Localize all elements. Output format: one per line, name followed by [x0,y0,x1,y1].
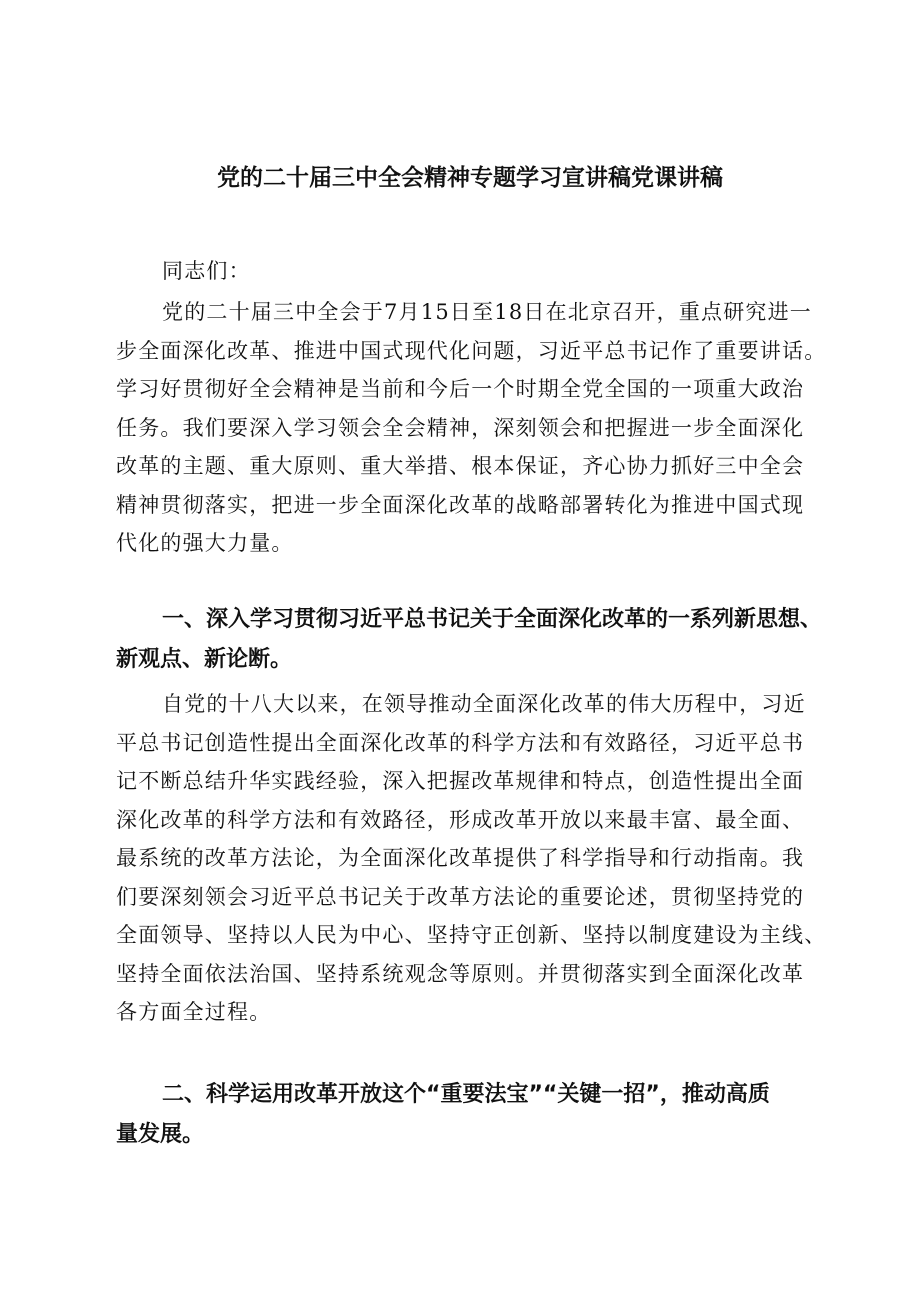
paragraph-line: 代化的强大力量。 [116,531,294,555]
heading-line: 一、深入学习贯彻习近平总书记关于全面深化改革的一系列新思想、 [162,607,823,632]
salutation [116,252,828,291]
heading-line: 量发展。 [116,1122,205,1147]
paragraph-line: 步全面深化改革、推进中国式现代化问题，习近平总书记作了重要讲话。 [116,338,827,363]
paragraph-line: 记不断总结升华实践经验，深入把握改革规律和特点，创造性提出全面 [116,769,805,793]
paragraph-line: 各方面全过程。 [116,1000,272,1024]
paragraph-line: 改革的主题、重大原则、重大举措、根本保证，齐心协力抓好三中全会 [116,454,805,478]
section-heading-1 [116,600,836,680]
paragraph-line: 平总书记创造性提出全面深化改革的科学方法和有效路径，习近平总书 [116,730,805,755]
salutation-text: 同志们： [162,259,251,283]
paragraph-line: 最系统的改革方法论，为全面深化改革提供了科学指导和行动指南。我 [116,846,805,870]
paragraph-line: 坚持全面依法治国、坚持系统观念等原则。并贯彻落实到全面深化改革 [116,961,805,986]
paragraph-line: 自党的十八大以来，在领导推动全面深化改革的伟大历程中，习近 [162,692,806,716]
paragraph-line: 精神贯彻落实，把进一步全面深化改革的战略部署转化为推进中国式现 [116,492,805,517]
document-title: 党的二十届三中全会精神专题学习宣讲稿党课讲稿 [217,165,723,191]
paragraph-line: 们要深刻领会习近平总书记关于改革方法论的重要论述，贯彻坚持党的 [116,884,805,909]
heading-line: 新观点、新论断。 [116,647,293,672]
paragraph-line: 学习好贯彻好全会精神是当前和今后一个时期全党全国的一项重大政治 [116,377,805,401]
paragraph-1 [116,293,828,563]
heading-line: 二、科学运用改革开放这个“重要法宝”“关键一招”，推动高质 [162,1082,770,1107]
paragraph-line: 党的二十届三中全会于7月15日至18日在北京召开，重点研究进一 [162,300,813,324]
paragraph-line: 任务。我们要深入学习领会全会精神，深刻领会和把握进一步全面深化 [116,415,805,440]
paragraph-line: 全面领导、坚持以人民为中心、坚持守正创新、坚持以制度建设为主线、 [116,923,827,947]
paragraph-line: 深化改革的科学方法和有效路径，形成改革开放以来最丰富、最全面、 [116,807,805,832]
paragraph-2 [116,685,828,1032]
section-heading-2 [116,1075,836,1155]
